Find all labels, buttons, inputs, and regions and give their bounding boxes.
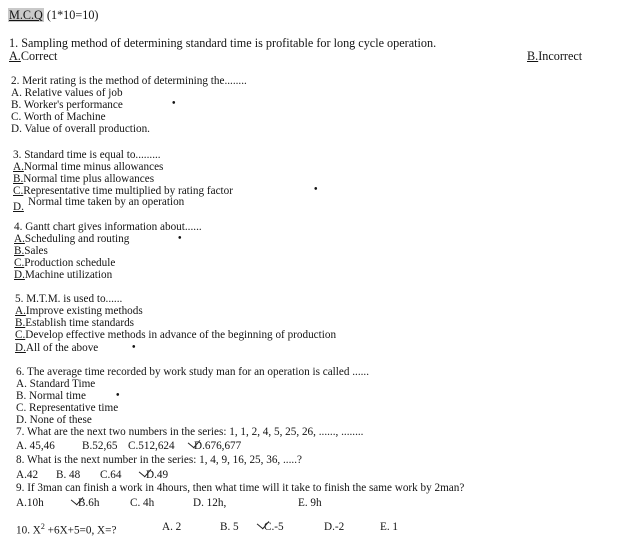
q7-option-b: B.52,65 [82,440,118,452]
q10-text: 10. $X^2 +6X+5=0$, X=? [16,522,117,537]
q4-text: 4. Gantt chart gives information about...... [14,221,202,233]
answer-dot-mark: • [116,390,120,401]
q1-option-a: A.Correct [9,49,58,63]
q3-option-c: C.Representative time multiplied by rating factor [13,185,233,197]
q3-option-b: B.Normal time plus allowances [13,173,155,185]
q6-text: 6. The average time recorded by work study man for an operation is called ...... [16,366,370,378]
answer-dot-mark: • [314,184,318,195]
q4-option-d: D.Machine utilization [14,269,113,281]
answer-dot-mark: • [132,342,136,353]
q3-text: 3. Standard time is equal to......... [13,149,161,161]
q7-option-d: D.676,677 [194,440,242,452]
q8-option-a: A.42 [16,469,39,481]
answer-dot-mark: • [178,233,182,244]
q5-option-a: A.Improve existing methods [15,305,143,317]
q8-option-c: C.64 [100,469,122,481]
q10-option-a: A. 2 [162,521,182,533]
q1-option-b: B.Incorrect [527,49,583,63]
q3-option-d: Normal time taken by an operation [28,196,185,208]
q8-option-b: B. 48 [56,469,81,481]
q6-option-b: B. Normal time [16,390,86,402]
q6-option-a: A. Standard Time [16,378,96,390]
q2-option-b: B. Worker's performance [11,99,123,111]
q9-text: 9. If 3man can finish a work in 4hours, then what time will it take to finish the same work by 2man? [16,482,465,494]
q8-option-d: D.49 [146,469,169,481]
q1-text: 1. Sampling method of determining standard time is profitable for long cycle operation. [9,36,437,50]
q5-option-c: C.Develop effective methods in advance of the beginning of production [15,329,337,341]
q8-text: 8. What is the next number in the series: 1, 4, 9, 16, 25, 36, .....? [16,454,302,466]
q7-option-a: A. 45,46 [16,440,55,452]
q7-text: 7. What are the next two numbers in the series: 1, 1, 2, 4, 5, 25, 26, ......, ........ [16,426,364,438]
q3-option-a: A.Normal time minus allowances [13,161,164,173]
answer-dot-mark: • [172,98,176,109]
q9-option-a: A.10h [16,497,44,509]
q9-option-e: E. 9h [298,497,322,509]
q4-option-a: A.Scheduling and routing [14,233,130,245]
q5-option-d: D.All of the above [15,342,99,354]
q3-option-d-letter: D. [13,201,24,213]
mcq-label: M.C.Q [9,8,43,22]
q10-option-c: C.-5 [264,521,284,533]
q2-option-c: C. Worth of Machine [11,111,106,123]
q2-option-a: A. Relative values of job [11,87,123,99]
q2-option-d: D. Value of overall production. [11,123,150,135]
q4-option-b: B.Sales [14,245,48,257]
q9-option-d: D. 12h, [193,497,227,509]
q10-option-d: D.-2 [324,521,345,533]
q6-option-c: C. Representative time [16,402,119,414]
q2-text: 2. Merit rating is the method of determining the........ [11,75,247,87]
q6-option-d: D. None of these [16,414,92,426]
q10-option-b: B. 5 [220,521,239,533]
q9-option-b: B.6h [78,497,100,509]
mcq-header [8,9,98,21]
q5-option-b: B.Establish time standards [15,317,135,329]
q7-option-c: C.512,624 [128,440,175,452]
q9-option-c: C. 4h [130,497,155,509]
mcq-marks: (1*10=10) [46,8,99,22]
q5-text: 5. M.T.M. is used to...... [15,293,123,305]
q10-option-e: E. 1 [380,521,399,533]
q4-option-c: C.Production schedule [14,257,116,269]
